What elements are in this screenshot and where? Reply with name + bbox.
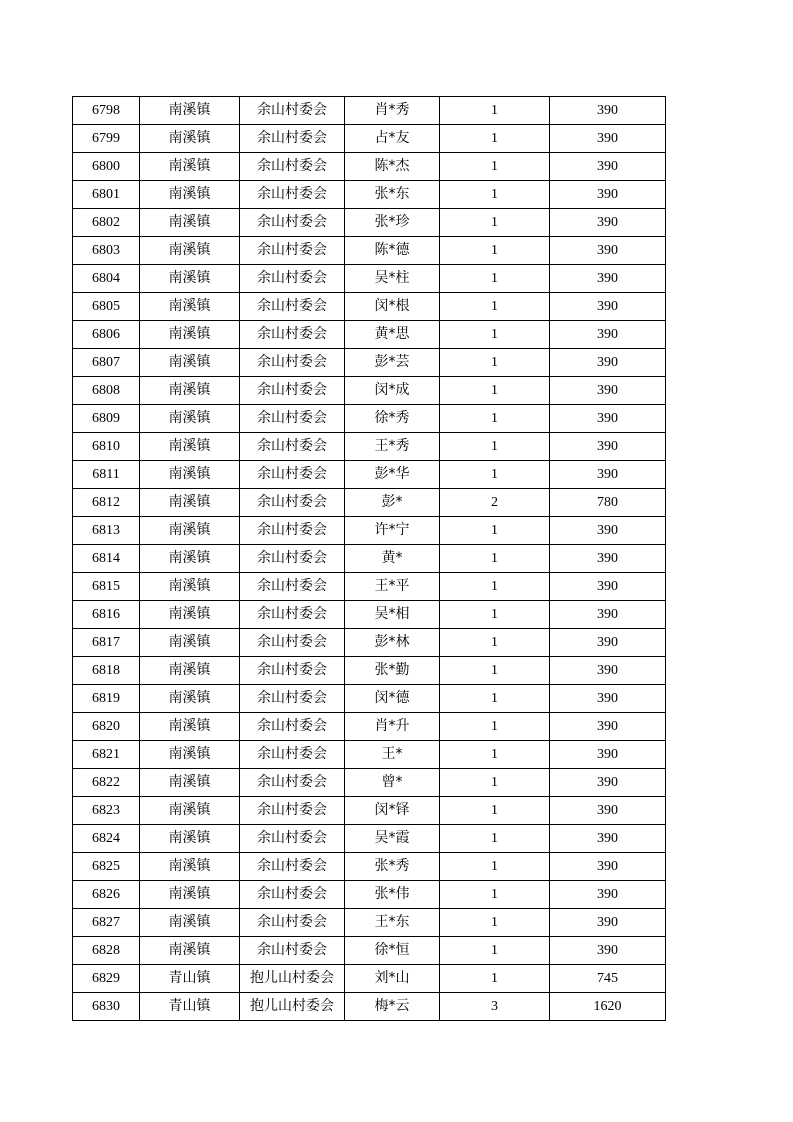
name-cell: 王*平 <box>345 573 440 601</box>
table-row <box>73 349 666 377</box>
amount-cell: 390 <box>550 321 666 349</box>
amount-cell: 390 <box>550 377 666 405</box>
name-cell: 张*伟 <box>345 881 440 909</box>
count-cell: 1 <box>440 825 550 853</box>
count-cell: 1 <box>440 153 550 181</box>
table-row <box>73 321 666 349</box>
count-cell: 1 <box>440 937 550 965</box>
table-row <box>73 881 666 909</box>
row-number-cell: 6806 <box>73 321 140 349</box>
town-cell: 南溪镇 <box>140 265 240 293</box>
town-cell: 南溪镇 <box>140 517 240 545</box>
row-number-cell: 6813 <box>73 517 140 545</box>
count-cell: 1 <box>440 965 550 993</box>
amount-cell: 390 <box>550 461 666 489</box>
row-number-cell: 6818 <box>73 657 140 685</box>
name-cell: 吴*柱 <box>345 265 440 293</box>
row-number-cell: 6815 <box>73 573 140 601</box>
table-row <box>73 685 666 713</box>
town-cell: 南溪镇 <box>140 657 240 685</box>
row-number-cell: 6809 <box>73 405 140 433</box>
row-number-cell: 6828 <box>73 937 140 965</box>
table-row <box>73 825 666 853</box>
town-cell: 南溪镇 <box>140 293 240 321</box>
table-row <box>73 405 666 433</box>
village-committee-cell: 余山村委会 <box>240 461 345 489</box>
name-cell: 陈*德 <box>345 237 440 265</box>
village-committee-cell: 抱儿山村委会 <box>240 993 345 1021</box>
count-cell: 2 <box>440 489 550 517</box>
table-row <box>73 545 666 573</box>
village-committee-cell: 余山村委会 <box>240 125 345 153</box>
count-cell: 1 <box>440 853 550 881</box>
count-cell: 1 <box>440 713 550 741</box>
name-cell: 闵*德 <box>345 685 440 713</box>
amount-cell: 390 <box>550 545 666 573</box>
village-committee-cell: 余山村委会 <box>240 601 345 629</box>
table-row <box>73 909 666 937</box>
name-cell: 闵*成 <box>345 377 440 405</box>
table-body <box>73 97 666 1021</box>
town-cell: 南溪镇 <box>140 629 240 657</box>
name-cell: 张*秀 <box>345 853 440 881</box>
name-cell: 王*秀 <box>345 433 440 461</box>
row-number-cell: 6811 <box>73 461 140 489</box>
name-cell: 肖*升 <box>345 713 440 741</box>
count-cell: 1 <box>440 237 550 265</box>
name-cell: 许*宁 <box>345 517 440 545</box>
count-cell: 1 <box>440 349 550 377</box>
town-cell: 南溪镇 <box>140 881 240 909</box>
amount-cell: 390 <box>550 293 666 321</box>
village-committee-cell: 余山村委会 <box>240 713 345 741</box>
row-number-cell: 6826 <box>73 881 140 909</box>
amount-cell: 1620 <box>550 993 666 1021</box>
table-row <box>73 517 666 545</box>
table-row <box>73 125 666 153</box>
count-cell: 1 <box>440 97 550 125</box>
name-cell: 吴*相 <box>345 601 440 629</box>
table-row <box>73 965 666 993</box>
village-committee-cell: 余山村委会 <box>240 349 345 377</box>
village-committee-cell: 余山村委会 <box>240 293 345 321</box>
name-cell: 吴*霞 <box>345 825 440 853</box>
row-number-cell: 6798 <box>73 97 140 125</box>
row-number-cell: 6807 <box>73 349 140 377</box>
table-row <box>73 237 666 265</box>
row-number-cell: 6819 <box>73 685 140 713</box>
table-row <box>73 657 666 685</box>
table-row <box>73 629 666 657</box>
town-cell: 南溪镇 <box>140 909 240 937</box>
village-committee-cell: 余山村委会 <box>240 181 345 209</box>
row-number-cell: 6824 <box>73 825 140 853</box>
village-committee-cell: 余山村委会 <box>240 377 345 405</box>
amount-cell: 390 <box>550 853 666 881</box>
village-committee-cell: 余山村委会 <box>240 853 345 881</box>
town-cell: 南溪镇 <box>140 125 240 153</box>
count-cell: 3 <box>440 993 550 1021</box>
amount-cell: 390 <box>550 769 666 797</box>
town-cell: 南溪镇 <box>140 601 240 629</box>
amount-cell: 390 <box>550 237 666 265</box>
count-cell: 1 <box>440 181 550 209</box>
name-cell: 肖*秀 <box>345 97 440 125</box>
count-cell: 1 <box>440 433 550 461</box>
row-number-cell: 6799 <box>73 125 140 153</box>
village-committee-cell: 余山村委会 <box>240 405 345 433</box>
name-cell: 刘*山 <box>345 965 440 993</box>
count-cell: 1 <box>440 909 550 937</box>
row-number-cell: 6812 <box>73 489 140 517</box>
count-cell: 1 <box>440 685 550 713</box>
town-cell: 南溪镇 <box>140 937 240 965</box>
town-cell: 南溪镇 <box>140 181 240 209</box>
village-committee-cell: 余山村委会 <box>240 489 345 517</box>
table-row <box>73 601 666 629</box>
row-number-cell: 6802 <box>73 209 140 237</box>
town-cell: 南溪镇 <box>140 321 240 349</box>
row-number-cell: 6817 <box>73 629 140 657</box>
name-cell: 梅*云 <box>345 993 440 1021</box>
table-row <box>73 433 666 461</box>
village-committee-cell: 余山村委会 <box>240 545 345 573</box>
amount-cell: 390 <box>550 657 666 685</box>
row-number-cell: 6827 <box>73 909 140 937</box>
town-cell: 南溪镇 <box>140 209 240 237</box>
village-committee-cell: 余山村委会 <box>240 769 345 797</box>
count-cell: 1 <box>440 797 550 825</box>
count-cell: 1 <box>440 657 550 685</box>
amount-cell: 390 <box>550 517 666 545</box>
table-row <box>73 489 666 517</box>
row-number-cell: 6822 <box>73 769 140 797</box>
row-number-cell: 6820 <box>73 713 140 741</box>
table-row <box>73 181 666 209</box>
village-committee-cell: 余山村委会 <box>240 937 345 965</box>
amount-cell: 390 <box>550 153 666 181</box>
count-cell: 1 <box>440 629 550 657</box>
town-cell: 南溪镇 <box>140 685 240 713</box>
row-number-cell: 6801 <box>73 181 140 209</box>
amount-cell: 390 <box>550 349 666 377</box>
name-cell: 彭*芸 <box>345 349 440 377</box>
name-cell: 张*珍 <box>345 209 440 237</box>
name-cell: 徐*恒 <box>345 937 440 965</box>
row-number-cell: 6800 <box>73 153 140 181</box>
amount-cell: 390 <box>550 797 666 825</box>
town-cell: 南溪镇 <box>140 545 240 573</box>
table-row <box>73 741 666 769</box>
village-committee-cell: 余山村委会 <box>240 321 345 349</box>
table-row <box>73 797 666 825</box>
row-number-cell: 6803 <box>73 237 140 265</box>
count-cell: 1 <box>440 545 550 573</box>
town-cell: 南溪镇 <box>140 797 240 825</box>
town-cell: 南溪镇 <box>140 377 240 405</box>
row-number-cell: 6821 <box>73 741 140 769</box>
town-cell: 南溪镇 <box>140 237 240 265</box>
town-cell: 南溪镇 <box>140 853 240 881</box>
row-number-cell: 6830 <box>73 993 140 1021</box>
row-number-cell: 6810 <box>73 433 140 461</box>
town-cell: 南溪镇 <box>140 825 240 853</box>
count-cell: 1 <box>440 405 550 433</box>
table-row <box>73 97 666 125</box>
count-cell: 1 <box>440 517 550 545</box>
town-cell: 南溪镇 <box>140 713 240 741</box>
village-committee-cell: 余山村委会 <box>240 433 345 461</box>
count-cell: 1 <box>440 573 550 601</box>
town-cell: 南溪镇 <box>140 461 240 489</box>
row-number-cell: 6816 <box>73 601 140 629</box>
town-cell: 南溪镇 <box>140 769 240 797</box>
row-number-cell: 6829 <box>73 965 140 993</box>
amount-cell: 390 <box>550 601 666 629</box>
village-committee-cell: 抱儿山村委会 <box>240 965 345 993</box>
amount-cell: 390 <box>550 685 666 713</box>
name-cell: 彭* <box>345 489 440 517</box>
name-cell: 彭*林 <box>345 629 440 657</box>
town-cell: 南溪镇 <box>140 349 240 377</box>
amount-cell: 390 <box>550 433 666 461</box>
town-cell: 青山镇 <box>140 993 240 1021</box>
village-committee-cell: 余山村委会 <box>240 265 345 293</box>
village-committee-cell: 余山村委会 <box>240 909 345 937</box>
village-committee-cell: 余山村委会 <box>240 97 345 125</box>
village-committee-cell: 余山村委会 <box>240 153 345 181</box>
amount-cell: 390 <box>550 97 666 125</box>
village-committee-cell: 余山村委会 <box>240 573 345 601</box>
town-cell: 青山镇 <box>140 965 240 993</box>
name-cell: 陈*杰 <box>345 153 440 181</box>
name-cell: 黄* <box>345 545 440 573</box>
row-number-cell: 6804 <box>73 265 140 293</box>
table-row <box>73 937 666 965</box>
count-cell: 1 <box>440 265 550 293</box>
count-cell: 1 <box>440 741 550 769</box>
amount-cell: 390 <box>550 209 666 237</box>
name-cell: 张*东 <box>345 181 440 209</box>
village-committee-cell: 余山村委会 <box>240 741 345 769</box>
town-cell: 南溪镇 <box>140 573 240 601</box>
table-row <box>73 265 666 293</box>
count-cell: 1 <box>440 881 550 909</box>
amount-cell: 390 <box>550 125 666 153</box>
village-committee-cell: 余山村委会 <box>240 657 345 685</box>
count-cell: 1 <box>440 461 550 489</box>
town-cell: 南溪镇 <box>140 405 240 433</box>
name-cell: 黄*思 <box>345 321 440 349</box>
amount-cell: 780 <box>550 489 666 517</box>
name-cell: 王*东 <box>345 909 440 937</box>
amount-cell: 390 <box>550 713 666 741</box>
village-committee-cell: 余山村委会 <box>240 881 345 909</box>
count-cell: 1 <box>440 377 550 405</box>
name-cell: 闵*铎 <box>345 797 440 825</box>
amount-cell: 390 <box>550 573 666 601</box>
village-committee-cell: 余山村委会 <box>240 629 345 657</box>
count-cell: 1 <box>440 293 550 321</box>
town-cell: 南溪镇 <box>140 153 240 181</box>
table-row <box>73 713 666 741</box>
village-committee-cell: 余山村委会 <box>240 209 345 237</box>
amount-cell: 390 <box>550 629 666 657</box>
count-cell: 1 <box>440 321 550 349</box>
row-number-cell: 6825 <box>73 853 140 881</box>
table-row <box>73 853 666 881</box>
amount-cell: 390 <box>550 741 666 769</box>
name-cell: 张*勤 <box>345 657 440 685</box>
name-cell: 曾* <box>345 769 440 797</box>
table-row <box>73 293 666 321</box>
amount-cell: 390 <box>550 825 666 853</box>
amount-cell: 390 <box>550 881 666 909</box>
table-row <box>73 377 666 405</box>
name-cell: 占*友 <box>345 125 440 153</box>
town-cell: 南溪镇 <box>140 433 240 461</box>
count-cell: 1 <box>440 601 550 629</box>
table-row <box>73 573 666 601</box>
village-committee-cell: 余山村委会 <box>240 825 345 853</box>
town-cell: 南溪镇 <box>140 741 240 769</box>
row-number-cell: 6808 <box>73 377 140 405</box>
name-cell: 徐*秀 <box>345 405 440 433</box>
row-number-cell: 6805 <box>73 293 140 321</box>
row-number-cell: 6814 <box>73 545 140 573</box>
table-row <box>73 769 666 797</box>
town-cell: 南溪镇 <box>140 97 240 125</box>
table-row <box>73 993 666 1021</box>
amount-cell: 390 <box>550 909 666 937</box>
row-number-cell: 6823 <box>73 797 140 825</box>
name-cell: 闵*根 <box>345 293 440 321</box>
count-cell: 1 <box>440 209 550 237</box>
name-cell: 彭*华 <box>345 461 440 489</box>
data-table <box>72 96 666 1021</box>
village-committee-cell: 余山村委会 <box>240 237 345 265</box>
village-committee-cell: 余山村委会 <box>240 797 345 825</box>
village-committee-cell: 余山村委会 <box>240 517 345 545</box>
town-cell: 南溪镇 <box>140 489 240 517</box>
amount-cell: 390 <box>550 405 666 433</box>
table-row <box>73 153 666 181</box>
count-cell: 1 <box>440 125 550 153</box>
amount-cell: 390 <box>550 937 666 965</box>
table-row <box>73 209 666 237</box>
count-cell: 1 <box>440 769 550 797</box>
amount-cell: 390 <box>550 265 666 293</box>
table-row <box>73 461 666 489</box>
village-committee-cell: 余山村委会 <box>240 685 345 713</box>
amount-cell: 390 <box>550 181 666 209</box>
name-cell: 王* <box>345 741 440 769</box>
amount-cell: 745 <box>550 965 666 993</box>
